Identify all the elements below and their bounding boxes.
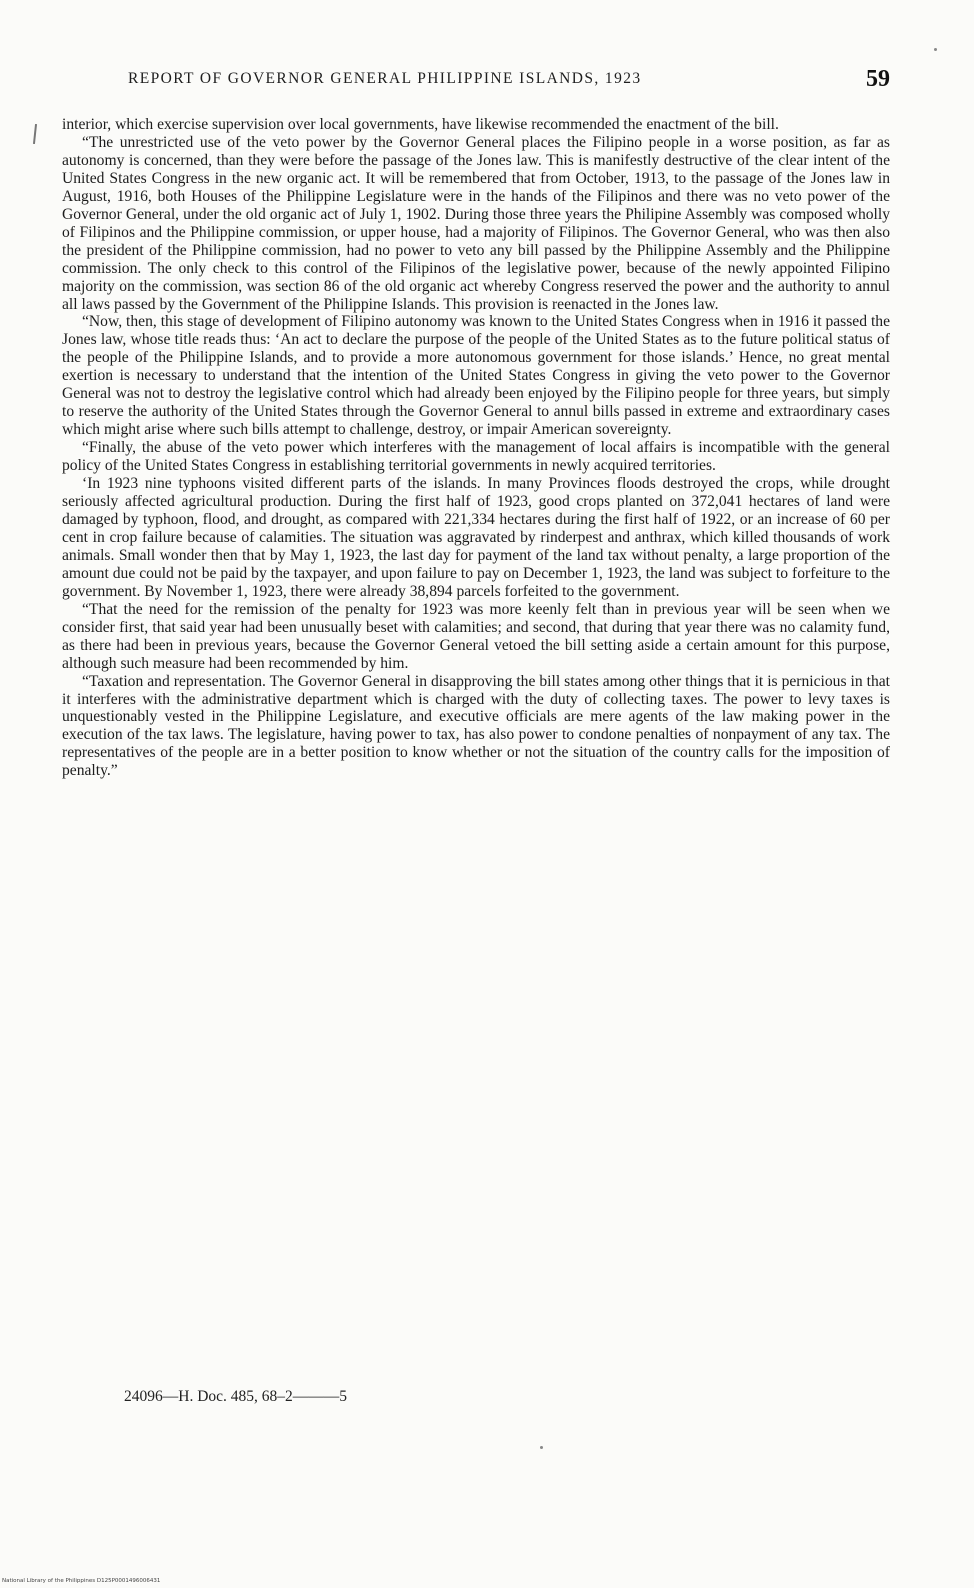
paragraph: “Now, then, this stage of development of Filipino autonomy was known to the United States Congress when in 1916 it passed the Jones law, whose title reads thus: ‘An act to declare the purpose of the people of the United States as to the future political status of the people of the Philippine Islands, and to provide a more autonomous government for those islands.’ Hence, no great mental exertion is necessary to understand that the intention of the United States Congress in giving the veto power to the Governor General was not to destroy the legislative control which had already been enjoyed by the Filipino people for three years, but simply to reserve the authority of the United States through the Governor General to annul bills passed in extreme and extraordinary cases which might arise where such bills attempt to challenge, destroy, or impair American sovereignty.	[62, 313, 890, 439]
page-header	[128, 66, 890, 96]
printer-signature: 24096—H. Doc. 485, 68–2———5	[124, 1388, 348, 1405]
paragraph: “Finally, the abuse of the veto power which interferes with the management of local affairs is incompatible with the general policy of the United States Congress in establishing territorial governments in newly acquired territories.	[62, 439, 890, 475]
page-number: 59	[866, 66, 890, 92]
paragraph: “Taxation and representation. The Governor General in disapproving the bill states among other things that it is pernicious in that it interferes with the administrative department which is charged with the duty of collecting taxes. The power to levy taxes is unquestionably vested in the Philippine Legislature, and executive officials are mere agents of the law making power in the execution of the tax laws. The legislature, having power to tax, has also power to condone penalties of nonpayment of any tax. The representatives of the people are in a better position to know whether or not the situation of the country calls for the imposition of penalty.”	[62, 672, 890, 780]
margin-pencil-mark	[33, 124, 37, 144]
paragraph: “That the need for the remission of the penalty for 1923 was more keenly felt than in previous year will be seen when we consider first, that said year had been unusually beset with calamities; and second, that during that year there was no calamity fund, as there had been in previous years, because the Governor General vetoed the bill setting aside a certain amount for this purpose, although such measure had been recommended by him.	[62, 600, 890, 672]
scan-speck	[540, 1446, 543, 1449]
paragraph: ‘In 1923 nine typhoons visited different parts of the islands. In many Provinces floods destroyed the crops, while drought seriously affected agricultural production. During the first half of 1923, good crops planted on 372,041 hectares of land were damaged by typhoon, flood, and drought, as compared with 221,334 hectares during the first half of 1922, or an increase of 60 per cent in crop failure because of calamities. The situation was aggravated by rinderpest and anthrax, which killed thousands of work animals. Small wonder then that by May 1, 1923, the last day for payment of the land tax without penalty, a large proportion of the amount due could not be paid by the taxpayer, and upon failure to pay on December 1, 1923, the land was subject to forfeiture to the government. By November 1, 1923, there were already 38,894 parcels forfeited to the government.	[62, 475, 890, 600]
body-text	[62, 116, 890, 780]
scan-credit: National Library of the Philippines D125P0001496006431	[2, 1578, 161, 1584]
paragraph: “The unrestricted use of the veto power by the Governor General places the Filipino people in a worse position, as far as autonomy is concerned, than they were before the passage of the Jones law. This is manifestly destructive of the clear intent of the United States Congress in the new organic act. It will be remembered that from October, 1913, to the passage of the Jones law in August, 1916, both Houses of the Philippine Legislature were in the hands of the Filipinos and there was no veto power of the Governor General, under the old organic act of July 1, 1902. During those three years the Philipine Assembly was composed wholly of Filipinos and the Philippine commission, or upper house, had a majority of Filipinos. The Governor General, who was then also the president of the Philippine commission, had no power to veto any bill passed by the Philippine Assembly and the Philippine commission. The only check to this control of the Filipinos of the legislative power, because of the newly appointed Filipino majority on the commission, was section 86 of the old organic act whereby Congress reserved the power and the authority to annul all laws passed by the Government of the Philippine Islands. This provision is reenacted in the Jones law.	[62, 133, 890, 313]
running-title: REPORT OF GOVERNOR GENERAL PHILIPPINE ISLANDS, 1923	[128, 70, 642, 87]
paragraph: interior, which exercise supervision over local governments, have likewise recommended the enactment of the bill.	[62, 116, 779, 133]
scan-speck	[934, 48, 937, 51]
